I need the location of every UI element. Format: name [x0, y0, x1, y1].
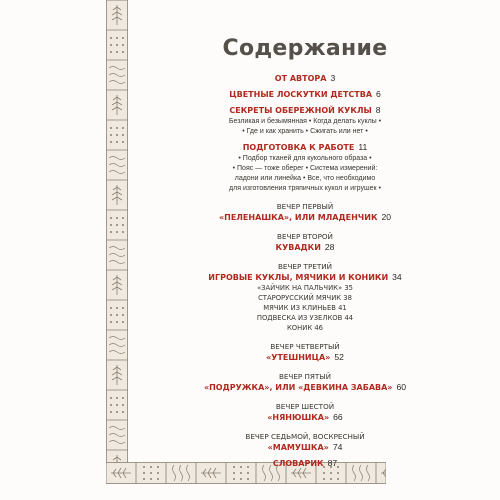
toc-subtopics: • Пояс — тоже оберег • Система измерений: — [232, 165, 378, 172]
toc-entry-evening-7[interactable]: «МАМУШКА» 74 — [267, 442, 343, 452]
evening-label: ВЕЧЕР ТРЕТИЙ — [278, 262, 332, 271]
toc-entry-prep[interactable]: ПОДГОТОВКА К РАБОТЕ 11 — [242, 142, 368, 152]
evening-label: ВЕЧЕР ШЕСТОЙ — [275, 402, 335, 411]
toc-subentry[interactable]: КОНИК 46 — [286, 324, 324, 332]
evening-label: ВЕЧЕР ВТОРОЙ — [277, 232, 333, 241]
toc-subtopics: • Подбор тканей для кукольного образа • — [238, 155, 372, 162]
toc-subentry[interactable]: МЯЧИК ИЗ КЛИНЬЕВ 41 — [263, 304, 347, 312]
toc-entry-dictionary[interactable]: СЛОВАРИК 87 — [272, 458, 338, 468]
toc-entry-evening-5[interactable]: «ПОДРУЖКА», ИЛИ «ДЕВКИНА ЗАБАВА» 60 — [203, 382, 407, 392]
toc-subtopics: • Где и как хранить • Сжигать или нет • — [242, 128, 368, 135]
toc-subtopics: Безликая и безымянная • Когда делать куклы • — [228, 118, 382, 125]
toc-entry-evening-2[interactable]: КУВАДКИ 28 — [275, 242, 335, 252]
toc-entry-author[interactable]: ОТ АВТОРА 3 — [274, 73, 336, 83]
ornamental-border-vertical — [106, 0, 128, 474]
toc-entry-evening-3[interactable]: ИГРОВЫЕ КУКЛЫ, МЯЧИКИ И КОНИКИ 34 — [208, 272, 402, 282]
toc-subtopics: для изготовления тряпичных кукол и игрушек • — [229, 185, 381, 192]
evening-label: ВЕЧЕР ПЕРВЫЙ — [276, 202, 334, 211]
evening-label: ВЕЧЕР ПЯТЫЙ — [278, 372, 332, 381]
toc-subentry[interactable]: «ЗАЙЧИК НА ПАЛЬЧИК» 35 — [257, 284, 353, 292]
toc-subtopics: ладони или линейка • Все, что необходимо — [234, 175, 376, 182]
toc-entry-evening-6[interactable]: «НЯНЮШКА» 66 — [267, 412, 343, 422]
evening-label: ВЕЧЕР ЧЕТВЕРТЫЙ — [270, 342, 340, 351]
toc-subentry[interactable]: ПОДВЕСКА ИЗ УЗЕЛКОВ 44 — [256, 314, 354, 322]
toc-entry-scraps[interactable]: ЦВЕТНЫЕ ЛОСКУТКИ ДЕТСТВА 6 — [229, 89, 381, 99]
page-title: Содержание — [222, 36, 388, 61]
toc-entry-secrets[interactable]: СЕКРЕТЫ ОБЕРЕЖНОЙ КУКЛЫ 8 — [229, 105, 381, 115]
toc-entry-evening-4[interactable]: «УТЕШНИЦА» 52 — [266, 352, 344, 362]
toc-subentry[interactable]: СТАРОРУССКИЙ МЯЧИК 38 — [258, 294, 352, 302]
toc-entry-evening-1[interactable]: «ПЕЛЕНАШКА», ИЛИ МЛАДЕНЧИК 20 — [218, 212, 392, 222]
evening-label: ВЕЧЕР СЕДЬМОЙ, ВОСКРЕСНЫЙ — [245, 432, 365, 441]
table-of-contents — [150, 30, 460, 469]
